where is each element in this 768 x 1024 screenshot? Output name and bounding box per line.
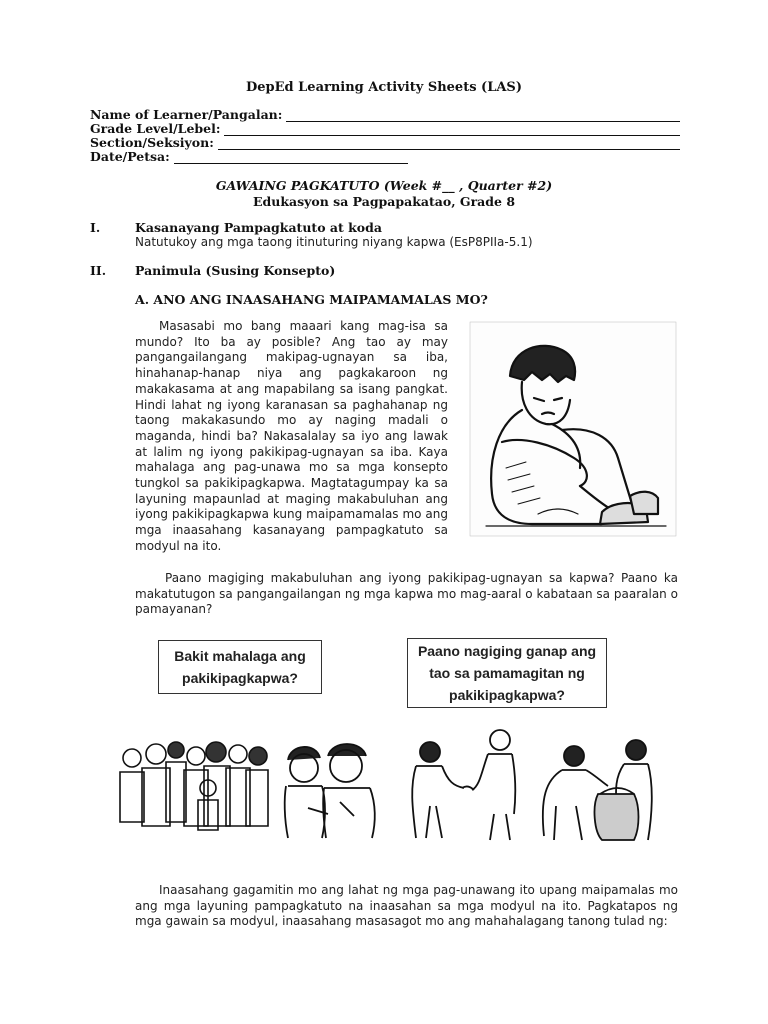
closing-paragraph: Inaasahang gagamitin mo ang lahat ng mga pag-unawang ito upang maipamalas mo ang mga layuning pampagkatuto na inaasahan sa mga modyul na ito. Pagkatapos ng mga gawain sa modyul, inaasahang masasagot mo ang mahahalagang tanong tulad ng: (135, 883, 678, 929)
section-label: Section/Seksiyon: (90, 135, 214, 150)
question-box-1 (158, 640, 322, 694)
section2-number: II. (90, 263, 107, 278)
name-label: Name of Learner/Pangalan: (90, 107, 283, 122)
subsection-a-heading: A. ANO ANG INAASAHANG MAIPAMAMALAS MO? (135, 292, 488, 307)
sad-boy-illustration (462, 318, 680, 540)
question-box-2 (407, 638, 607, 708)
section1-text: Natutukoy ang mga taong itinuturing niyang kapwa (EsP8PIIa-5.1) (135, 235, 533, 249)
intro-paragraph: Masasabi mo bang maaari kang mag-isa sa mundo? Ito ba ay posible? Ang tao ay may pangangailangang makipag-ugnayan sa iba, hinahanap-hanap niya ang pagkakaroon ng makakasama at ang mapabilang sa isang pangkat. Hindi lahat ng iyong karanasan sa paghahanap ng taong makakasundo mo ay naging madali o maganda, hindi ba? Nakasalalay sa iyo ang lawak at lalim ng iyong pakikipag-ugnayan sa iba. Kaya mahalaga ang pag-unawa mo sa mga konsepto tungkol sa pakikipagkapwa. Magtatagumpay ka sa layuning mapaunlad at maging makabuluhan ang iyong pakikipagkapwa kung maipamamalas mo ang mga inaasahang kasanayang pampagkatuto sa modyul na ito. (135, 319, 448, 553)
date-line (174, 151, 408, 164)
section2-heading: Panimula (Susing Konsepto) (135, 263, 336, 278)
handshake-illustration (402, 726, 522, 842)
subject-title: Edukasyon sa Pagpapakatao, Grade 8 (252, 194, 516, 209)
helping-carry-bag-illustration (536, 736, 662, 842)
question-box-1-text: Bakit mahalaga ang pakikipagkapwa? (174, 648, 306, 686)
grade-label: Grade Level/Lebel: (90, 121, 221, 136)
section1-number: I. (90, 220, 101, 235)
question-paragraph: Paano magiging makabuluhan ang iyong pakikipag-ugnayan sa kapwa? Paano ka makatutugon sa pangangailangan ng mga kapwa mo mag-aaral o kabataan sa paaralan o pamayanan? (135, 571, 678, 617)
document-title: DepEd Learning Activity Sheets (LAS) (246, 80, 522, 95)
date-field[interactable] (90, 148, 408, 164)
question-box-2-text: Paano nagiging ganap ang tao sa pamamagitan ng pakikipagkapwa? (417, 643, 597, 703)
group-of-students-illustration (112, 736, 272, 840)
date-label: Date/Petsa: (90, 149, 170, 164)
section1-heading: Kasanayang Pampagkatuto at koda (135, 220, 382, 235)
two-friends-illustration (282, 738, 382, 840)
activity-title: GAWAING PAGKATUTO (Week #__ , Quarter #2) (215, 178, 553, 193)
